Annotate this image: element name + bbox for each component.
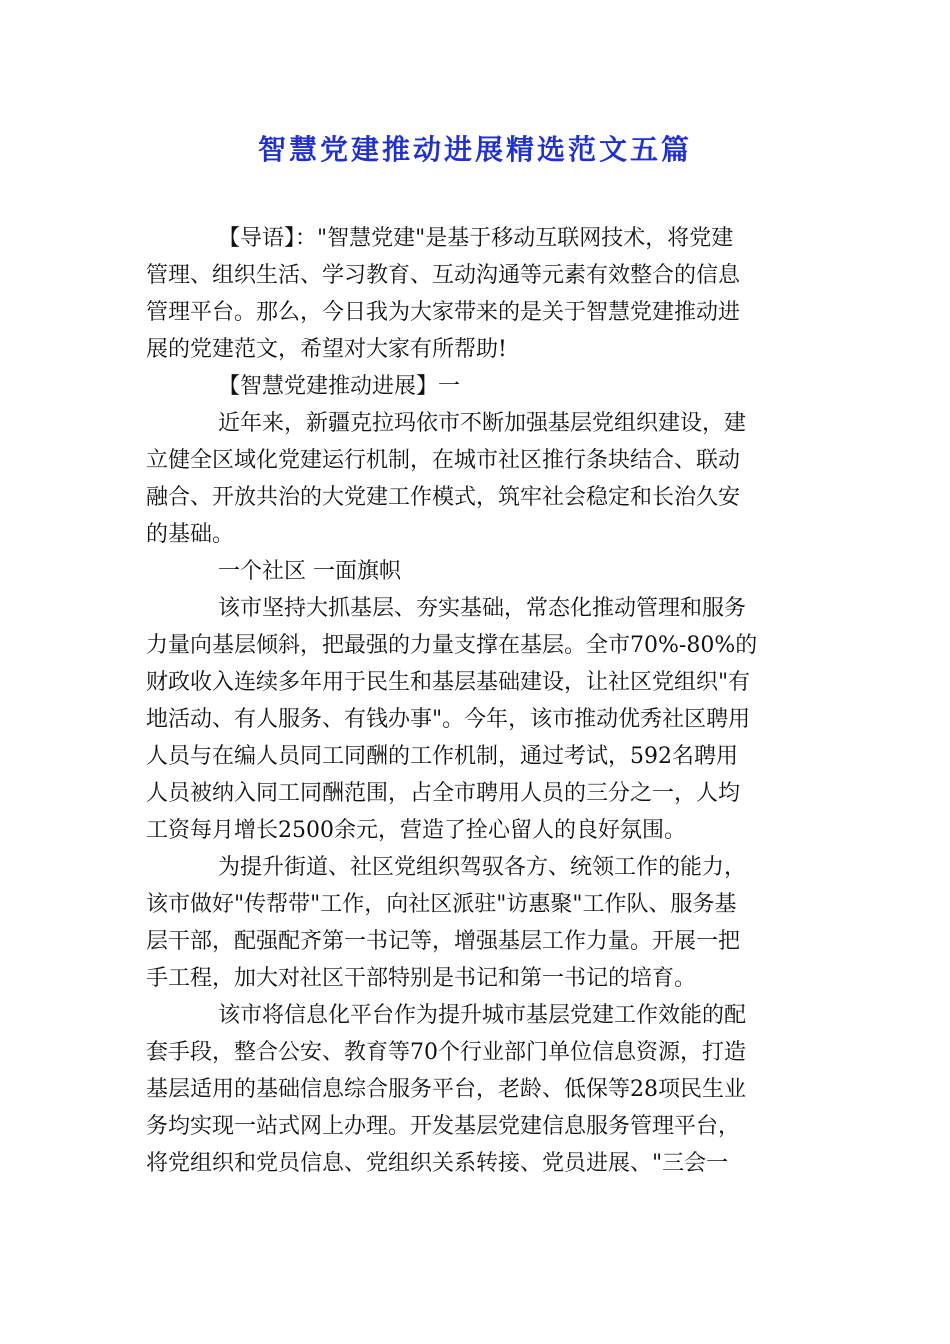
body-line: 务均实现一站式网上办理。开发基层党建信息服务管理平台，: [146, 1114, 741, 1139]
body-line: 该市做好"传帮带"工作，向社区派驻"访惠聚"工作队、服务基: [146, 892, 737, 917]
body-line: 地活动、有人服务、有钱办事"。今年，该市推动优秀社区聘用: [146, 707, 751, 732]
body-line: 该市坚持大抓基层、夯实基础，常态化推动管理和服务: [218, 596, 747, 621]
body-line: 将党组织和党员信息、党组织关系转接、党员进展、"三会一: [146, 1151, 729, 1176]
body-line: 近年来，新疆克拉玛依市不断加强基层党组织建设，建: [218, 411, 747, 436]
section-heading: 【智慧党建推动进展】一: [218, 374, 461, 399]
body-line: 人员被纳入同工同酬范围，占全市聘用人员的三分之一，人均: [146, 781, 741, 806]
body-line: 工资每月增长2500余元，营造了拴心留人的良好氛围。: [146, 818, 686, 843]
body-line: 管理平台。那么，今日我为大家带来的是关于智慧党建推动进: [146, 300, 741, 325]
body-line: 人员与在编人员同工同酬的工作机制，通过考试，592名聘用: [146, 744, 738, 769]
body-line: 手工程，加大对社区干部特别是书记和第一书记的培育。: [146, 966, 697, 991]
body-line: 展的党建范文，希望对大家有所帮助!: [146, 337, 507, 362]
body-line: 该市将信息化平台作为提升城市基层党建工作效能的配: [218, 1003, 747, 1028]
body-line: 的基础。: [146, 522, 235, 547]
body-line: 立健全区域化党建运行机制，在城市社区推行条块结合、联动: [146, 448, 741, 473]
body-line: 【导语】："智慧党建"是基于移动互联网技术，将党建: [218, 226, 734, 251]
body-line: 套手段，整合公安、教育等70个行业部门单位信息资源，打造: [146, 1040, 746, 1065]
body-line: 管理、组织生活、学习教育、互动沟通等元素有效整合的信息: [146, 263, 741, 288]
document-title: 智慧党建推动进展精选范文五篇: [257, 133, 692, 166]
document-body: [146, 220, 801, 1182]
body-line: 为提升街道、社区党组织驾驭各方、统领工作的能力，: [218, 855, 747, 880]
body-line: 基层适用的基础信息综合服务平台，老龄、低保等28项民生业: [146, 1077, 746, 1102]
subheading: 一个社区 一面旗帜: [218, 559, 401, 584]
body-line: 层干部，配强配齐第一书记等，增强基层工作力量。开展一把: [146, 929, 741, 954]
body-line: 融合、开放共治的大党建工作模式，筑牢社会稳定和长治久安: [146, 485, 741, 510]
body-line: 财政收入连续多年用于民生和基层基础建设，让社区党组织"有: [146, 670, 751, 695]
body-line: 力量向基层倾斜，把最强的力量支撑在基层。全市70%-80%的: [146, 633, 758, 658]
